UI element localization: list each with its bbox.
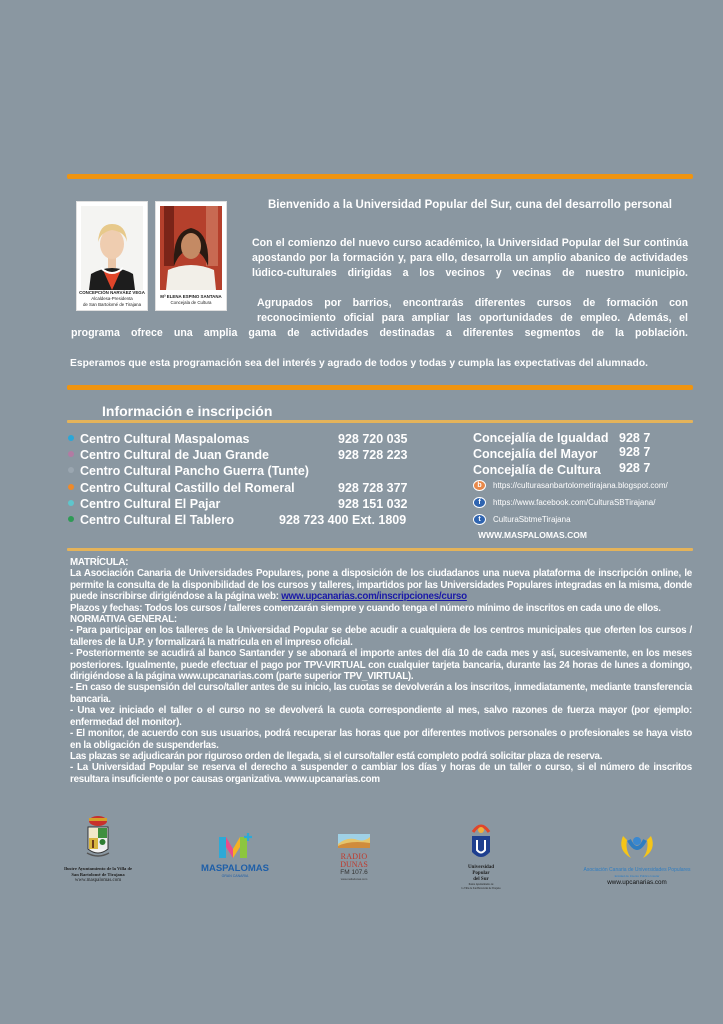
- center-row: [68, 448, 269, 464]
- official-photo: [81, 206, 143, 290]
- radio-name-2: DUNAS: [340, 860, 368, 869]
- intro-line: Agrupados por barrios, encontrarás diferentes cursos de formación con: [257, 297, 688, 309]
- ayuntamiento-name: Ilustre Ayuntamiento de la Villa de: [63, 866, 133, 871]
- maspalomas-logo: [190, 833, 280, 879]
- concejalia-name: Concejalía de Igualdad: [473, 431, 609, 445]
- rule-item: - Una vez iniciado el taller o el curso no se devolverá la cuota correspondiente al mes, salvo razones de fuerza mayor (por ejemplo: enfermedad del monitor).: [70, 705, 692, 728]
- middle-divider: [67, 385, 693, 390]
- rule-item: Las plazas se adjudicarán por riguroso orden de llegada, si el curso/taller está completo podrá solicitar plaza de reserva.: [70, 750, 603, 762]
- concejalia-phone: 928 7: [619, 431, 651, 445]
- intro-line: apostando por la formación y, para ello, desarrolla un amplio abanico de actividades: [252, 252, 688, 264]
- center-row: [68, 513, 234, 529]
- universidad-name-3: del Sur: [473, 877, 489, 882]
- legal-divider: [67, 548, 693, 551]
- ayuntamiento-logo: [48, 815, 148, 884]
- matricula-text: La Asociación Canaria de Universidades Populares, pone a disposición de los ciudadanos una nueva plataforma de inscripción online, le permite la consulta de la disponibilidad de los cursos y talleres, impartidos por las Universidades Populares integradas en la misma, donde puede inscribirse dirigiéndose a la página web:: [70, 568, 692, 603]
- center-name: Centro Cultural de Juan Grande: [80, 448, 269, 462]
- official-card-alcaldesa: [76, 201, 148, 311]
- matricula-paragraph: [70, 568, 692, 602]
- radio-web: www.radiodunas.com: [340, 877, 368, 881]
- info-title: Información e inscripción: [102, 403, 273, 419]
- radio-frequency: FM 107.6: [340, 869, 368, 876]
- matricula-heading: MATRÍCULA:: [70, 557, 129, 568]
- ayuntamiento-web: www.maspalomas.com: [74, 878, 122, 883]
- dunes-icon: [338, 834, 370, 848]
- center-phone: 928 151 032: [338, 497, 408, 511]
- bullet-icon: [68, 435, 74, 441]
- intro-line: Con el comienzo del nuevo curso académico, la Universidad Popular del Sur continúa: [252, 237, 688, 249]
- universidad-name-2: Popular: [472, 871, 490, 876]
- twitter-handle[interactable]: CulturaSbtmeTirajana: [493, 515, 571, 524]
- acup-name: Asociación Canaria de Universidades Populares: [583, 867, 691, 873]
- welcome-title: Bienvenido a la Universidad Popular del Sur, cuna del desarrollo personal: [268, 199, 672, 211]
- bullet-icon: [68, 451, 74, 457]
- official-photo: [160, 206, 222, 290]
- blogger-icon: b: [473, 480, 486, 491]
- universidad-name-1: Universidad: [467, 865, 495, 870]
- center-name: Centro Cultural El Pajar: [80, 497, 221, 511]
- acup-sub: Entidad de Interés Público Insular: [614, 874, 660, 878]
- intro-closing: Esperamos que esta programación sea del interés y agrado de todos y todas y cumpla las expectativas del alumnado.: [70, 358, 648, 369]
- bullet-icon: [68, 516, 74, 522]
- acup-web: www.upcanarias.com: [607, 879, 667, 886]
- bullet-icon: [68, 500, 74, 506]
- center-phone: 928 720 035: [338, 432, 408, 446]
- facebook-icon: f: [473, 497, 486, 508]
- center-row: [68, 432, 249, 448]
- intro-paragraph-2a: [257, 296, 688, 326]
- bullet-icon: [68, 467, 74, 473]
- center-row: [68, 481, 295, 497]
- official-name: CONCEPCIÓN NARVÁEZ VEGA: [79, 290, 145, 295]
- info-underline: [67, 420, 693, 423]
- plazos-text: Plazos y fechas: Todos los cursos / talleres comenzarán siempre y cuando tenga el número mínimo de inscritos en cada uno de ellos.: [70, 602, 661, 614]
- blog-link[interactable]: [473, 480, 668, 491]
- concejalia-name: Concejalía de Cultura: [473, 463, 601, 477]
- official-role-line2: de San Bartolomé de Tirajana: [82, 302, 142, 307]
- rule-item: - En caso de suspensión del curso/taller antes de su inicio, las cuotas se devolverán a los inscritos, inmediatamente, mediante transferencia bancaria.: [70, 682, 692, 705]
- maspalomas-sub: GRAN CANARIA: [221, 874, 249, 878]
- twitter-icon: t: [473, 514, 486, 525]
- intro-paragraph-1: [252, 236, 688, 281]
- center-phone: 928 728 377: [338, 481, 408, 495]
- concejalia-name: Concejalía del Mayor: [473, 447, 598, 461]
- maspalomas-name: MASPALOMAS: [201, 863, 269, 874]
- official-role: Alcaldesa-Presidenta: [91, 296, 133, 301]
- universidad-shield-icon: [470, 822, 492, 860]
- acup-emblem-icon: [617, 832, 657, 862]
- intro-paragraph-2b: [71, 326, 688, 341]
- rule-item: - Posteriormente se acudirá al banco Santander y se abonará el importe antes del día 10 de cada mes y así, sucesivamente, en los meses posteriores. Igualmente, puede efectuar el pago por TPV-VIRTUAL con cualquier tarjeta bancaria, durante las 24 horas de lunes a domingo, dirigiéndose a la página www.upcanarias.com (parte superior TPV_VIRTUAL).: [70, 648, 692, 683]
- center-name: Centro Cultural Castillo del Romeral: [80, 481, 295, 495]
- center-name: Centro Cultural Maspalomas: [80, 432, 250, 446]
- twitter-link[interactable]: [473, 514, 571, 525]
- center-row: [68, 464, 309, 480]
- official-role: Concejala de Cultura: [170, 300, 212, 305]
- official-card-concejala: [155, 201, 227, 311]
- universidad-sub-2: la Villa de San Bartolomé de Tirajana: [461, 886, 501, 890]
- intro-line: programa ofrece una amplia gama de actividades destinadas a diferentes segmentos de la población.: [71, 327, 688, 339]
- official-name: Mª ELENA ESPINO SANTANA: [160, 294, 222, 299]
- facebook-link[interactable]: [473, 497, 655, 508]
- inscripciones-link[interactable]: www.upcanarias.com/inscripciones/curso: [281, 591, 467, 603]
- normativa-heading: NORMATIVA GENERAL:: [70, 614, 177, 626]
- radio-dunas-logo: [334, 834, 374, 881]
- website-link[interactable]: WWW.MASPALOMAS.COM: [478, 530, 587, 540]
- center-name: Centro Cultural Pancho Guerra (Tunte): [80, 464, 309, 478]
- rule-item: - El monitor, de acuerdo con sus usuarios, podrá recuperar las horas que por diferentes motivos personales o profesionales se haya visto en la obligación de suspenderlas.: [70, 728, 692, 751]
- radio-name-1: RADIO: [340, 852, 368, 861]
- facebook-url[interactable]: https://www.facebook.com/CulturaSBTirajana/: [493, 498, 656, 507]
- concejalia-phone: 928 7: [619, 445, 651, 459]
- acup-logo: [572, 832, 702, 887]
- center-name: Centro Cultural El Tablero: [80, 513, 234, 527]
- intro-line: reconocimiento oficial para ampliar las oportunidades de empleo. Además, el: [257, 312, 688, 324]
- universidad-sub-1: Ilustre Ayuntamiento de: [468, 883, 494, 886]
- maspalomas-m-icon: [217, 833, 253, 859]
- legal-section: [70, 557, 692, 785]
- center-row: [68, 497, 220, 513]
- center-phone: 928 728 223: [338, 448, 408, 462]
- concejalia-phone: 928 7: [619, 461, 651, 475]
- center-phone: 928 723 400 Ext. 1809: [279, 513, 407, 527]
- rule-item: - Para participar en los talleres de la Universidad Popular se debe acudir a cualquiera de los centros municipales que oferten los cursos / talleres de la U.P. y formalizará la matrícula en el impreso oficial.: [70, 625, 692, 648]
- ayuntamiento-name-2: San Bartolomé de Tirajana: [71, 871, 125, 877]
- intro-paragraph-3: [70, 356, 690, 371]
- blog-url[interactable]: https://culturasanbartolometirajana.blogspot.com/: [493, 481, 668, 490]
- coat-of-arms-icon: [85, 815, 111, 861]
- universidad-popular-logo: [447, 822, 515, 890]
- bullet-icon: [68, 484, 74, 490]
- top-divider: [67, 174, 693, 179]
- rule-item: - La Universidad Popular se reserva el derecho a suspender o cambiar los días y horas de un taller o curso, si el número de inscritos resultara insuficiente o por causas organizativa. www.upcanarias.com: [70, 762, 692, 785]
- intro-line: lúdico-culturales dirigidas a los vecinos y vecinas de nuestro municipio.: [252, 267, 688, 279]
